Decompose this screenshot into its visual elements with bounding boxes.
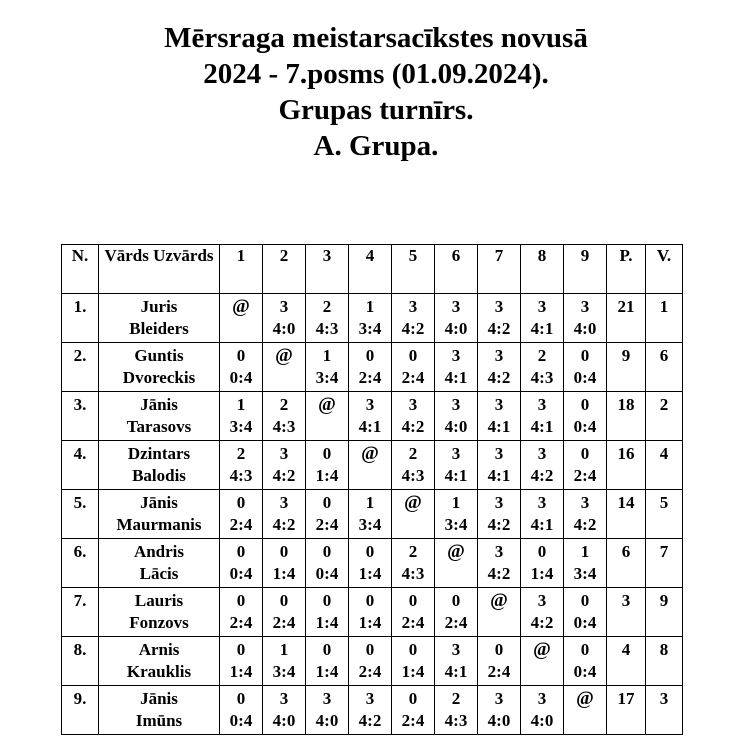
- match-score-cell: 0 0:4: [564, 637, 607, 686]
- header-name: [99, 245, 220, 294]
- match-score-cell: 3 4:2: [478, 343, 521, 392]
- header-first-name: Vārds: [104, 246, 149, 265]
- match-score-cell: 0 1:4: [349, 588, 392, 637]
- place-cell: 2: [646, 392, 683, 441]
- match-score-cell: 1 3:4: [263, 637, 306, 686]
- place-cell: 4: [646, 441, 683, 490]
- header-game-5: 5: [392, 245, 435, 294]
- match-score-cell: 0 2:4: [478, 637, 521, 686]
- match-score-cell: 2 4:3: [392, 441, 435, 490]
- match-score-cell: 2 4:3: [263, 392, 306, 441]
- header-number: N.: [62, 245, 99, 294]
- header-game-4: 4: [349, 245, 392, 294]
- table-row: [62, 686, 683, 735]
- match-score-cell: 3 4:1: [521, 294, 564, 343]
- points-cell: 6: [607, 539, 646, 588]
- match-score-cell: 0 1:4: [392, 637, 435, 686]
- match-score-cell: 3 4:2: [564, 490, 607, 539]
- points-cell: 4: [607, 637, 646, 686]
- match-score-cell: 0 2:4: [435, 588, 478, 637]
- match-score-cell: 3 4:1: [521, 490, 564, 539]
- match-score-cell: 3 4:0: [478, 686, 521, 735]
- place-cell: 9: [646, 588, 683, 637]
- table-row: [62, 637, 683, 686]
- match-score-cell: 0 2:4: [392, 588, 435, 637]
- player-name: Juris Bleiders: [99, 294, 220, 343]
- match-score-cell: 0 2:4: [220, 588, 263, 637]
- match-score-cell: 2 4:3: [521, 343, 564, 392]
- match-score-cell: 3 4:1: [478, 441, 521, 490]
- match-score-cell: 0 1:4: [263, 539, 306, 588]
- header-game-8: 8: [521, 245, 564, 294]
- results-table: [61, 244, 683, 735]
- row-number: 5.: [62, 490, 99, 539]
- match-score-cell: 3 4:2: [521, 588, 564, 637]
- match-score-cell: 3 4:1: [435, 343, 478, 392]
- match-score-cell: 3 4:0: [435, 392, 478, 441]
- points-cell: 18: [607, 392, 646, 441]
- match-score-cell: 3 4:0: [564, 294, 607, 343]
- match-score-cell: 2 4:3: [392, 539, 435, 588]
- match-score-cell: 0 0:4: [220, 343, 263, 392]
- header-place: V.: [646, 245, 683, 294]
- match-score-cell: 1 3:4: [349, 490, 392, 539]
- player-name: Lauris Fonzovs: [99, 588, 220, 637]
- header-game-9: 9: [564, 245, 607, 294]
- match-score-cell: 0 0:4: [220, 686, 263, 735]
- match-score-cell: 0 1:4: [306, 637, 349, 686]
- match-score-cell: 0 0:4: [564, 392, 607, 441]
- match-score-cell: 0 1:4: [349, 539, 392, 588]
- match-score-cell: 3 4:2: [349, 686, 392, 735]
- match-score-cell: 2 4:3: [435, 686, 478, 735]
- match-score-cell: 3 4:0: [263, 686, 306, 735]
- points-cell: 3: [607, 588, 646, 637]
- table-row: [62, 392, 683, 441]
- row-number: 8.: [62, 637, 99, 686]
- match-score-cell: 0 2:4: [564, 441, 607, 490]
- header-game-3: 3: [306, 245, 349, 294]
- match-score-cell: 3 4:1: [349, 392, 392, 441]
- header-game-7: 7: [478, 245, 521, 294]
- match-score-cell: 0 2:4: [263, 588, 306, 637]
- match-score-cell: 3 4:2: [478, 490, 521, 539]
- title-line-2: 2024 - 7.posms (01.09.2024).: [203, 58, 549, 90]
- self-match-cell: @: [435, 539, 478, 588]
- player-name: Arnis Krauklis: [99, 637, 220, 686]
- match-score-cell: 0 2:4: [349, 637, 392, 686]
- table-row: [62, 294, 683, 343]
- points-cell: 9: [607, 343, 646, 392]
- points-cell: 21: [607, 294, 646, 343]
- place-cell: 5: [646, 490, 683, 539]
- match-score-cell: 3 4:2: [478, 294, 521, 343]
- match-score-cell: 0 1:4: [306, 588, 349, 637]
- match-score-cell: 0 2:4: [349, 343, 392, 392]
- place-cell: 7: [646, 539, 683, 588]
- match-score-cell: 3 4:2: [392, 294, 435, 343]
- row-number: 9.: [62, 686, 99, 735]
- row-number: 4.: [62, 441, 99, 490]
- match-score-cell: 0 2:4: [220, 490, 263, 539]
- match-score-cell: 0 0:4: [306, 539, 349, 588]
- header-game-6: 6: [435, 245, 478, 294]
- self-match-cell: @: [349, 441, 392, 490]
- points-cell: 16: [607, 441, 646, 490]
- match-score-cell: 0 0:4: [220, 539, 263, 588]
- match-score-cell: 1 3:4: [306, 343, 349, 392]
- table-row: [62, 490, 683, 539]
- player-name: Jānis Tarasovs: [99, 392, 220, 441]
- self-match-cell: @: [263, 343, 306, 392]
- match-score-cell: 3 4:0: [306, 686, 349, 735]
- match-score-cell: 0 0:4: [564, 343, 607, 392]
- match-score-cell: 2 4:3: [220, 441, 263, 490]
- table-row: [62, 588, 683, 637]
- match-score-cell: 3 4:2: [521, 441, 564, 490]
- self-match-cell: @: [478, 588, 521, 637]
- title-line-1: Mērsraga meistarsacīkstes novusā: [164, 22, 588, 54]
- player-name: Jānis Maurmanis: [99, 490, 220, 539]
- points-cell: 17: [607, 686, 646, 735]
- self-match-cell: @: [392, 490, 435, 539]
- row-number: 7.: [62, 588, 99, 637]
- match-score-cell: 3 4:1: [435, 441, 478, 490]
- self-match-cell: @: [521, 637, 564, 686]
- header-last-name: Uzvārds: [153, 246, 214, 265]
- match-score-cell: 3 4:2: [263, 441, 306, 490]
- table-header-row: [62, 245, 683, 294]
- table-body: [62, 294, 683, 735]
- table-row: [62, 539, 683, 588]
- match-score-cell: 3 4:1: [435, 637, 478, 686]
- row-number: 3.: [62, 392, 99, 441]
- match-score-cell: 1 3:4: [564, 539, 607, 588]
- player-name: Andris Lācis: [99, 539, 220, 588]
- match-score-cell: 3 4:2: [392, 392, 435, 441]
- match-score-cell: 3 4:0: [435, 294, 478, 343]
- self-match-cell: @: [220, 294, 263, 343]
- player-name: Jānis Imūns: [99, 686, 220, 735]
- match-score-cell: 2 4:3: [306, 294, 349, 343]
- match-score-cell: 3 4:2: [263, 490, 306, 539]
- match-score-cell: 0 1:4: [521, 539, 564, 588]
- header-points: P.: [607, 245, 646, 294]
- table-row: [62, 441, 683, 490]
- self-match-cell: @: [564, 686, 607, 735]
- title-line-3: Grupas turnīrs.: [278, 94, 474, 126]
- match-score-cell: 0 1:4: [220, 637, 263, 686]
- player-name: Dzintars Balodis: [99, 441, 220, 490]
- page-title: [0, 20, 752, 164]
- match-score-cell: 3 4:0: [521, 686, 564, 735]
- match-score-cell: 3 4:1: [521, 392, 564, 441]
- match-score-cell: 3 4:2: [478, 539, 521, 588]
- place-cell: 3: [646, 686, 683, 735]
- place-cell: 1: [646, 294, 683, 343]
- place-cell: 6: [646, 343, 683, 392]
- match-score-cell: 1 3:4: [220, 392, 263, 441]
- title-line-4: A. Grupa.: [313, 130, 439, 162]
- match-score-cell: 1 3:4: [349, 294, 392, 343]
- row-number: 1.: [62, 294, 99, 343]
- place-cell: 8: [646, 637, 683, 686]
- row-number: 6.: [62, 539, 99, 588]
- match-score-cell: 3 4:0: [263, 294, 306, 343]
- match-score-cell: 1 3:4: [435, 490, 478, 539]
- match-score-cell: 0 2:4: [306, 490, 349, 539]
- player-name: Guntis Dvoreckis: [99, 343, 220, 392]
- header-game-1: 1: [220, 245, 263, 294]
- points-cell: 14: [607, 490, 646, 539]
- match-score-cell: 0 0:4: [564, 588, 607, 637]
- self-match-cell: @: [306, 392, 349, 441]
- table-row: [62, 343, 683, 392]
- row-number: 2.: [62, 343, 99, 392]
- match-score-cell: 0 1:4: [306, 441, 349, 490]
- header-game-2: 2: [263, 245, 306, 294]
- match-score-cell: 0 2:4: [392, 343, 435, 392]
- match-score-cell: 3 4:1: [478, 392, 521, 441]
- match-score-cell: 0 2:4: [392, 686, 435, 735]
